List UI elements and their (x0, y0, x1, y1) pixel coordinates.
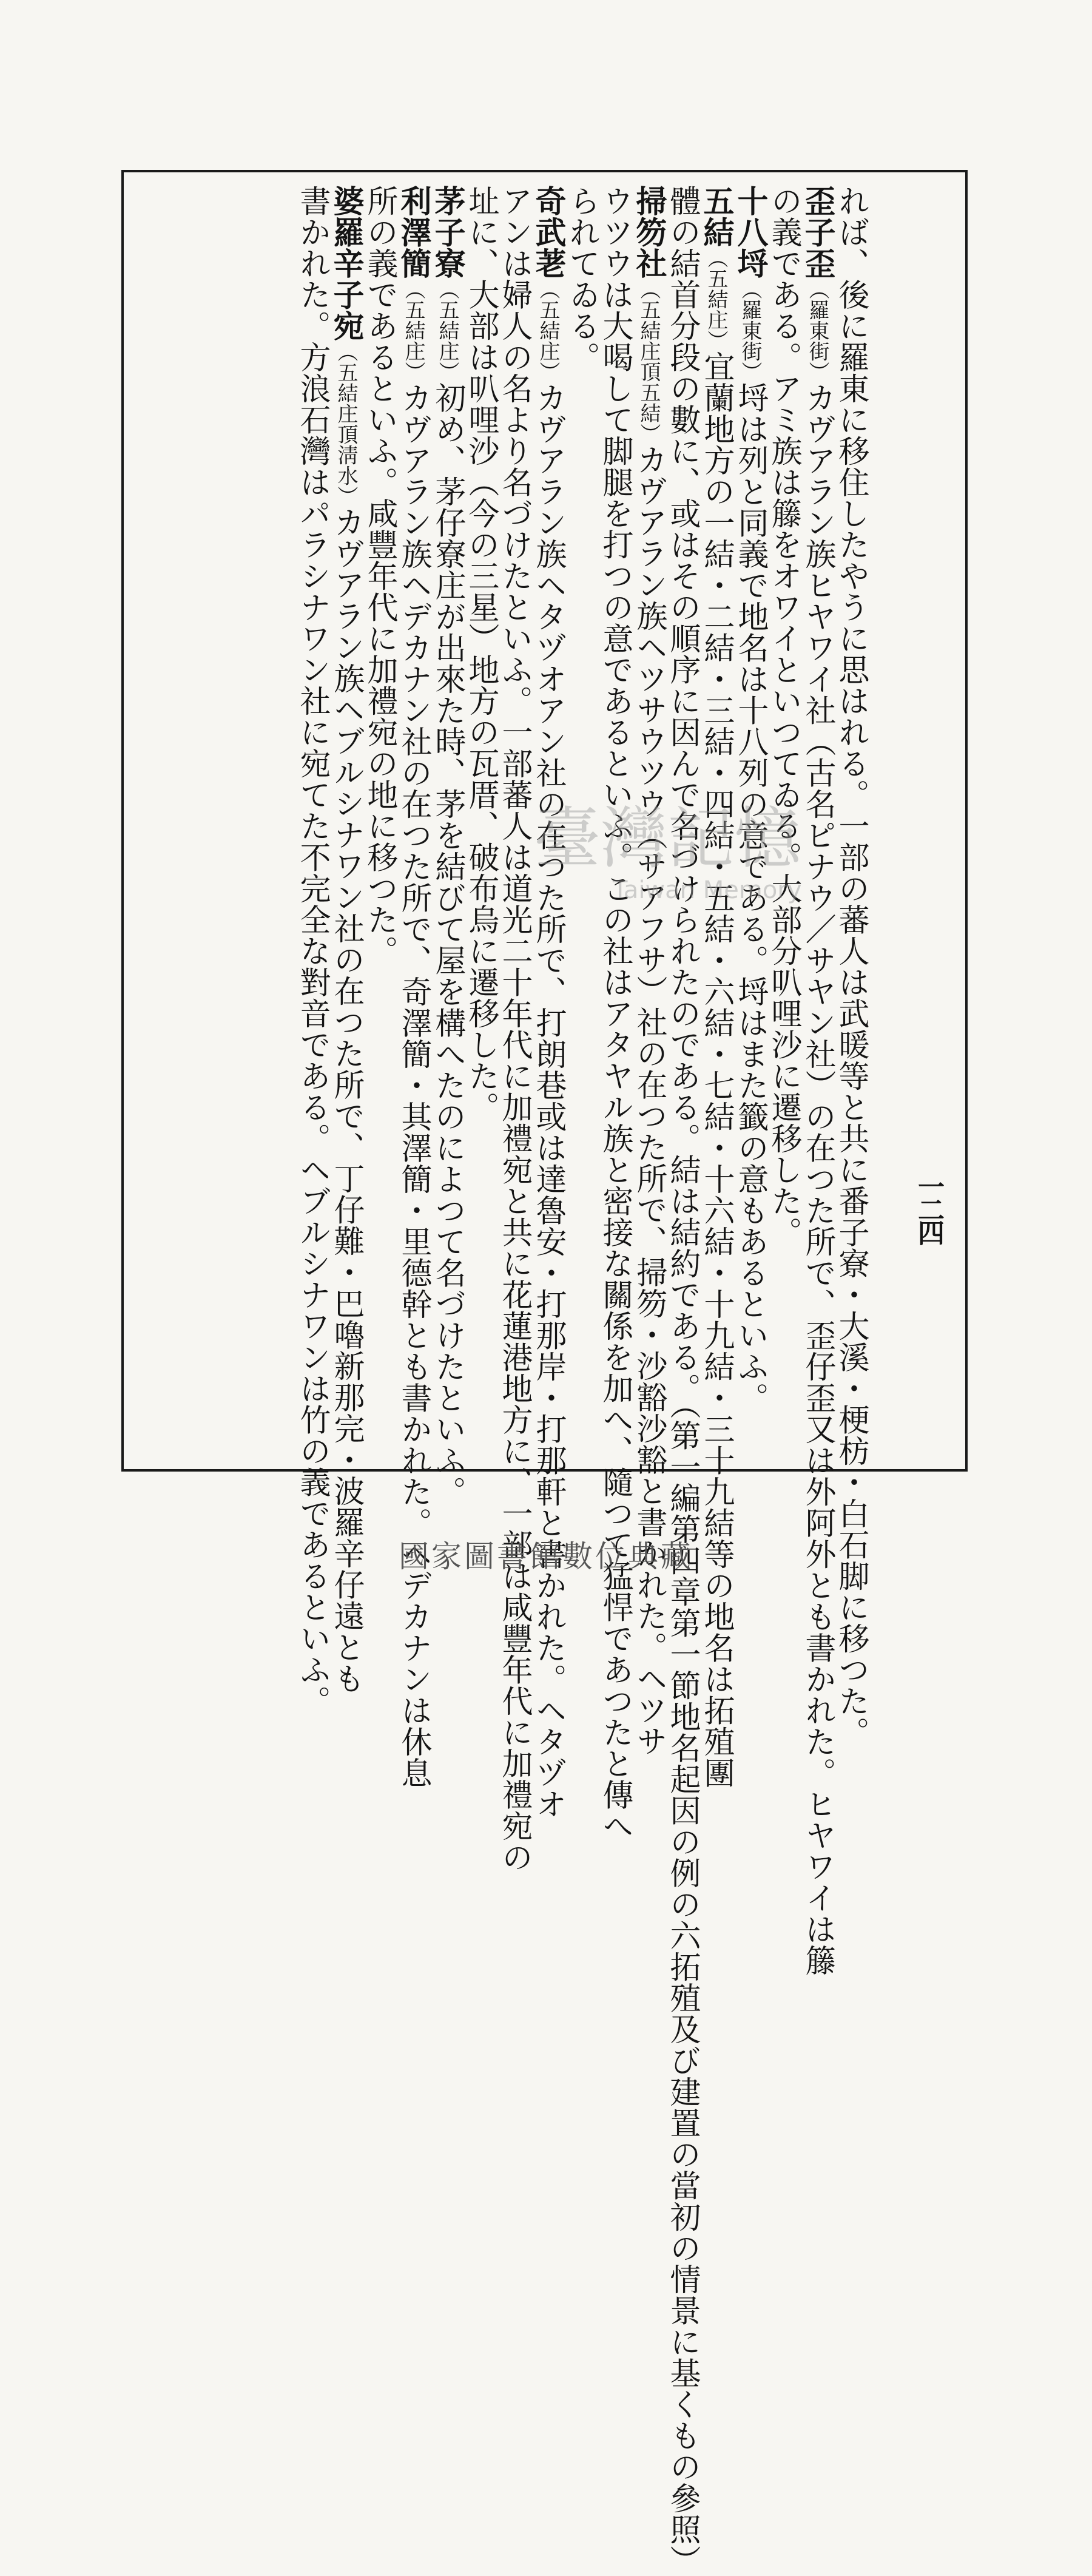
location-note: （五結庄頂五結） (636, 279, 661, 444)
entry-maoziliao (429, 185, 465, 1507)
entry-text: カヴアラン族ヘブルシナワン社の在つた所で、丁仔難・巴嚕新那完・波羅辛仔遠とも (328, 506, 364, 1694)
entry-text: カヴアラン族ヘデカナン社の在つた所で、奇澤簡・其澤簡・里德幹とも書かれた。ヘデカナンは休息 (396, 382, 431, 1788)
text-column-9: られてゐる。 (564, 185, 599, 373)
entry-shibalie (732, 185, 768, 1413)
location-note: （五結庄） (536, 279, 560, 382)
text-column-8: ウツウは大喝して脚腿を打つの意であるといふ。この社はアタヤル族と密接な關係を加へ、隨つて猛悍であつたと傳へ (597, 185, 633, 1842)
text-column-1: れば、後に羅東に移住したやうに思はれる。一部の蕃人は武暖等と共に番子寮・大溪・梗枋・白石脚に移つた。 (833, 185, 869, 1748)
text-column-3: の義である。アミ族は籐をオワイといつてゐる。大部分叭哩沙に遷移した。 (766, 185, 801, 1248)
location-note: （五結庄頂淸水） (334, 341, 358, 507)
page-number: 一二四 (913, 1173, 944, 1242)
location-note: （羅東街） (738, 279, 762, 382)
entry-text: カヴアラン族ヒヤワイ社（古名ピナウ／サヤン社）の在つた所で、歪仔歪又は外阿外とも書かれた。ヒヤワイは籐 (800, 382, 835, 1976)
entry-heading: 奇武荖 (530, 185, 566, 279)
location-note: （五結庄） (435, 279, 459, 382)
entry-text: 宜蘭地方の一結・二結・三結・四結・五結・六結・七結・十六結・十九結・三十九結等の地名は拓殖團 (698, 351, 734, 1788)
entry-text: 埒は列と同義で地名は十八列の意である。埒はまた籤の意もあるといふ。 (732, 382, 768, 1413)
footer-caption: 國家圖書館數位典藏 (399, 1539, 693, 1574)
entry-lizejian (395, 185, 431, 1788)
text-column-15: 所の義であるといふ。咸豐年代に加禮宛の地に移つた。 (362, 185, 397, 967)
text-column-6: 體の結首分段の數に、或はその順序に因んで名づけられたのである。結は結約である。（第一編第四章第一節地名起因の例の六拓殖及び建置の當初の情景に基くもの參照） (664, 185, 700, 2576)
entry-heading: 十八埒 (732, 185, 768, 279)
entry-text: カヴアラン族ヘツサウツウ（サアフサ）社の在つた所で、掃笏・沙豁沙豁と書かれた。ヘツサ (631, 444, 667, 1757)
entry-heading: 掃笏社 (630, 185, 667, 279)
entry-heading: 茅子寮 (429, 185, 465, 279)
text-column-11: アンは婦人の名より名づけたといふ。一部蕃人は道光二十年代に加禮宛と共に花蓮港地方に、一部は咸豐年代に加禮宛の (496, 185, 532, 1873)
entry-text: 初め、茅仔寮庄が出來た時、茅を結びて屋を構へたのによつて名づけたといふ。 (430, 382, 465, 1507)
entry-qiwulao (530, 185, 566, 1820)
entry-heading: 利澤簡 (395, 185, 431, 279)
entry-text: カヴアラン族ヘタヅオアン社の在つた所で、打朗巷或は達魯安・打那岸・打那軒と書かれた。ヘタヅオ (530, 382, 566, 1820)
location-note: （羅東街） (805, 279, 829, 382)
location-note: （五結庄） (401, 279, 425, 382)
entry-poluoxinziwan (328, 185, 364, 1694)
watermark-subtitle: Taiwan Memory (613, 876, 802, 904)
text-column-12: 址に、大部は叭哩沙（今の三星）地方の瓦厝、破布烏に遷移した。 (463, 185, 499, 1123)
entry-waizaiwai (799, 185, 835, 1976)
entry-saohushe (630, 185, 667, 1757)
text-column-17: 書かれた。方浪石灣はパラシナワン社に宛てた不完全な對音である。ヘブルシナワンは竹の義であるといふ。 (294, 185, 330, 1717)
watermark-title: 臺灣記憶 (534, 800, 801, 877)
entry-heading: 五結 (698, 185, 734, 248)
entry-wujie (698, 185, 734, 1788)
location-note: （五結庄） (704, 248, 728, 351)
entry-heading: 婆羅辛子宛 (328, 185, 364, 342)
entry-heading: 歪子歪 (799, 185, 835, 279)
